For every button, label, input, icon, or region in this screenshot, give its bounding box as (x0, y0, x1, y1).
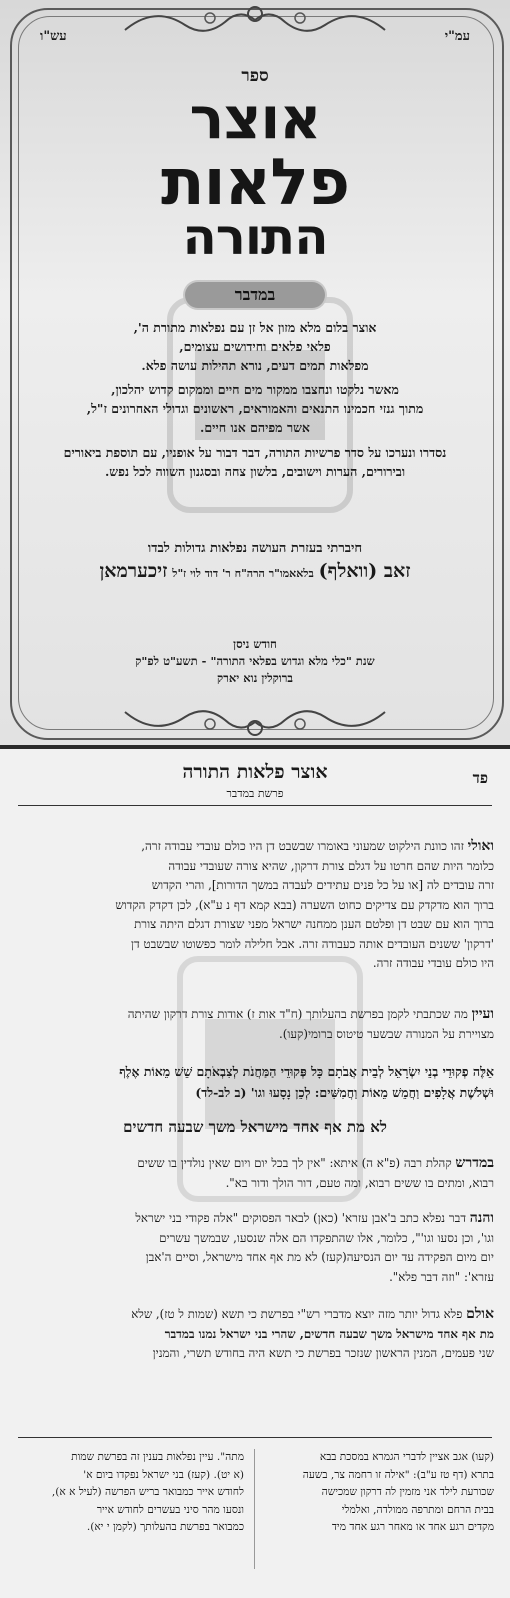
section-heading: לא מת אף אחד מישראל משך שבעה חדשים (123, 1118, 387, 1136)
footnote-line: (א יט). (קעז) בני ישראל נפקדו ביום א' (83, 1468, 244, 1481)
footnote-line: ונסעו מהר סיני בעשרים לחודש אייר (96, 1503, 244, 1516)
verse-line: וּשְׁלֹשֶׁת אֲלָפִים וַחֲמֵשׁ מֵאוֹת וַחֲמִשִּׁים: לְכֵן נָסָעוּ וגו' (ב לב-לד) (195, 1085, 494, 1100)
footnote-line: שכורעת לילד אני מזמין לה דרקון שמכישה (321, 1486, 494, 1498)
text-line: ובירורים, הערות וישובים, בלשון צחה ובסגנון השווה לכל נפש. (104, 464, 406, 479)
footnote-rule (18, 1437, 492, 1438)
text-line: זרה עובדים לה [או על כל פנים עתידים לעבדה במשך הדורות], והרי הקדוש (151, 878, 494, 892)
book-title-line-3: התורה (182, 208, 328, 266)
text-line: מצויירת על המנורה שבשער טיטוס ברומי(קעו). (278, 1026, 494, 1041)
lead-word: ועיין (471, 1006, 494, 1022)
text-line: פלאי פלאים וחידושים עצומים, (179, 339, 331, 354)
compiled-by-line: חיברתי בעזרת העושה נפלאות גדולות לבדו (147, 541, 363, 556)
book-title-line-1: אוצר (189, 84, 321, 152)
footnote-column-divider (254, 1449, 255, 1569)
text-line: מאשר נלקטו ונחצבו ממקור מים חיים וממקום קדוש יהלכון, (111, 382, 399, 397)
description-paragraph-1 (30, 318, 480, 375)
footnote-line: לחודש אייר כמבואר בריש הפרשה (לעיל א א), (51, 1486, 244, 1498)
text-line: מתוך גנזי חכמינו התנאים והאמוראים, ראשונים וגדולי האחרונים ז"ל, (86, 401, 424, 416)
text-line: אולם פלא גדול יותר מזה יוצא מדברי רש"י בפרשת כי תשא (שמות ל טז), שלא (131, 1306, 494, 1322)
book-title-line-2: פלאות (160, 146, 350, 220)
footnote-line: בבית הרחם ומתרפה ממולדה, ואלמלי (341, 1503, 494, 1516)
text-line: מת אף אחד מישראל משך שבעה חדשים, שהרי בני ישראל נמנו במדבר (164, 1326, 494, 1341)
pub-month: חודש ניסן (233, 637, 277, 651)
running-subtitle: פרשת במדבר (226, 787, 284, 800)
text-line: וגו', וכן נסעו וגו'", כלומר, אלו שהתפקדו הם אלה שנסעו, שבמשך עשרים (159, 1230, 494, 1245)
verse-line: אֵלֶּה פְקוּדֵי בְנֵי יִשְׂרָאֵל לְבֵית אֲבֹתָם כָּל פְּקוּדֵי הַמַּחֲנֹת לְצִבְאֹתָם שֵׁשׁ מֵאוֹת אֶלֶף (119, 1064, 494, 1079)
body-paragraph-3 (14, 1154, 494, 1193)
lead-word: במדרש (455, 1155, 494, 1171)
footnote-line: כמבואר בפרשת בהעלותך (לקמן י יא). (86, 1521, 244, 1533)
text-line: אשר מפיהם אנו חיים. (200, 420, 310, 435)
header-rule (18, 805, 492, 806)
text-line: נסדרו ונערכו על סדר פרשיות התורה, דבר דבור על אופניו, עם תוספת ביאורים (63, 445, 447, 460)
description-paragraph-2 (30, 380, 480, 437)
lead-word: אולם (466, 1306, 494, 1322)
footnote-line: מתה". עיין נפלאות בענין זה בפרשת שמות (71, 1451, 244, 1463)
text-line: שני פעמים, המנין הראשון שנזכר בפרשת כי תשא היה בחודש תשרי, והמנין (152, 1346, 494, 1360)
text-line: מפלאות תמים דעים, נורא תהילות עושה פלא. (141, 358, 369, 373)
author-name: זאב (וואלף) (318, 560, 411, 582)
text-line: ועיין מה שכתבתי לקמן בפרשת בהעלותך (ח"ד אות ז) אודות צורת דרקון שהיתה (127, 1006, 494, 1022)
text-line: כלומר היות שהם חרטו על דגלם צורת דרקון, שהיא צורה שעובדי עבודה (168, 858, 494, 873)
text-line: יום מיום הפקידה עד יום הנסיעה(קעז) לא מת אף אחד מישראל, וסיים ה'אבן (145, 1250, 494, 1264)
body-paragraph-1 (14, 837, 494, 974)
body-paragraph-5 (14, 1305, 494, 1364)
text-line: אוצר בלום מלא מזון אל זן עם נפלאות מתורת ה', (133, 320, 377, 335)
footnotes-left-column (16, 1449, 244, 1537)
text-line: היו כולם עובדי עבודה זרה. (372, 956, 494, 970)
footnotes-right-column (266, 1449, 494, 1537)
text-line: ברוך הוא מדקדק עם צדיקים כחוט השערה (בבא קמא דף נ ע"א), לכן דקדק הקדוש (115, 897, 494, 912)
top-ornament-icon (115, 0, 395, 40)
author-line (0, 560, 510, 583)
section-name-badge: במדבר (185, 282, 325, 308)
pub-year: שנת "כלי מלא וגדוש בפלאי התורה" - תשע"ט לפ"ק (135, 654, 375, 668)
author-lineage: בלאאמו"ר הרה"ח ר' דוד לוי ז"ל (172, 567, 314, 580)
corner-label-left: עש"ו (40, 29, 67, 44)
running-title: אוצר פלאות התורה (182, 761, 328, 783)
footnote-line: בתרא (דף טז ע"ב): "אילה זו רחמה צר, בשעה (302, 1468, 494, 1481)
description-paragraph-3 (30, 443, 480, 481)
author-surname: זיכערמאן (99, 560, 168, 582)
pub-city: ברוקלין נוא יארק (217, 671, 293, 685)
text-line: במדרש קהלת רבה (פ"א ה) איתא: "אין לך בכל יום ויום שאין נולדין בו ששים (137, 1155, 494, 1171)
text-page (0, 749, 510, 1598)
title-page (0, 0, 510, 745)
text-line: רבוא, ומתים בו ששים רבוא, ומה טעם, דור הולך ודור בא". (225, 1175, 494, 1190)
text-line: עזרא': "וזה דבר פלא". (389, 1269, 494, 1284)
footnote-line: מקדים רגע אחד או מאחר רגע אחד מיד (331, 1521, 494, 1533)
page-number: פד (472, 769, 488, 787)
verse-quote (14, 1061, 494, 1103)
book-prefix: ספר (241, 66, 269, 86)
bottom-ornament-icon (115, 702, 395, 742)
publication-info (0, 636, 510, 687)
text-line: ואולי זהו כוונת הילקוט שמעוני באומרו שבשבט דן היו כולם עובדי עבודה זרה, (141, 838, 494, 854)
text-line: ברוך הוא עם שבט דן ופלטם הענן ממחנה ישראל מפני שצורת דגלם היתה צורת (134, 917, 494, 931)
body-paragraph-4 (14, 1209, 494, 1287)
lead-word: ואולי (467, 838, 494, 854)
body-paragraph-2 (14, 1005, 494, 1044)
text-line: והנה דבר נפלא כתב ב'אבן עזרא' (כאן) לבאר הפסוקים "אלה פקודי בני ישראל (135, 1210, 494, 1226)
text-line: 'דרקון' ששנים העובדים אותה כעבודה זרה. אבל חלילה לומר כפשוטו שבשבט דן (131, 936, 494, 951)
lead-word: והנה (469, 1210, 494, 1226)
footnote-line: (קעו) אגב אציין לדברי הגמרא במסכת בבא (319, 1451, 494, 1463)
corner-label-right: עמ"י (444, 29, 470, 44)
